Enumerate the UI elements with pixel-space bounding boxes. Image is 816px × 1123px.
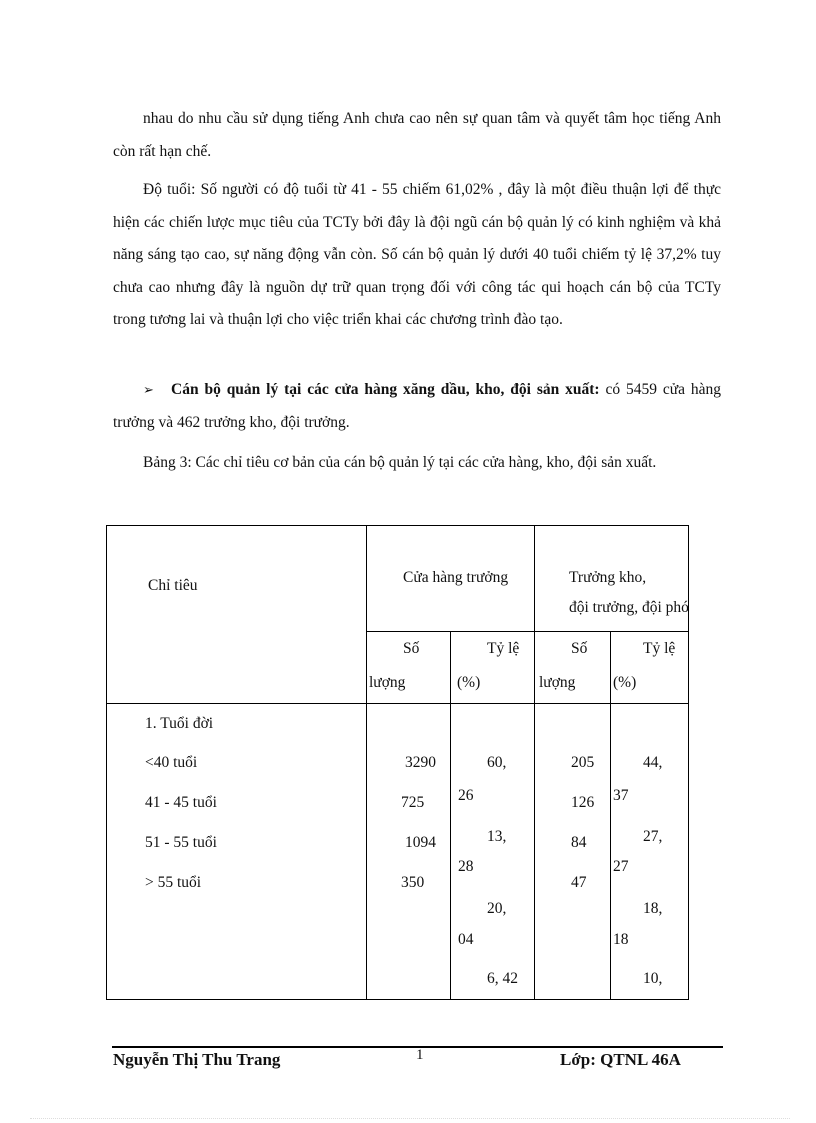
store-rate-fragment: 20, bbox=[487, 900, 507, 917]
warehouse-rate-fragment: 27 bbox=[613, 858, 629, 875]
warehouse-count: 47 bbox=[571, 874, 587, 891]
warehouse-rate-fragment: 37 bbox=[613, 787, 629, 804]
warehouse-count: 84 bbox=[571, 834, 587, 851]
warehouse-count: 205 bbox=[571, 754, 595, 771]
subheader-count-1b: lượng bbox=[369, 674, 406, 691]
row-label: 51 - 55 tuổi bbox=[145, 834, 217, 851]
page-number: 1 bbox=[416, 1047, 424, 1063]
paragraph-english-interest: nhau do nhu cầu sử dụng tiếng Anh chưa cao nên sự quan tâm và quyết tâm học tiếng Anh còn rất hạn chế. bbox=[113, 110, 721, 160]
header-warehouse-line2: đội trưởng, đội phó bbox=[569, 599, 689, 616]
store-count: 3290 bbox=[405, 754, 436, 771]
warehouse-rate-fragment: 27, bbox=[643, 828, 663, 845]
indicator-table bbox=[106, 525, 689, 1000]
subheader-rate-1: Tỷ lệ bbox=[487, 640, 520, 657]
header-warehouse-line1: Trưởng kho, bbox=[569, 569, 647, 586]
store-count: 350 bbox=[401, 874, 425, 891]
store-rate-fragment: 13, bbox=[487, 828, 507, 845]
footer-author: Nguyễn Thị Thu Trang bbox=[113, 1050, 281, 1069]
subheader-count-2: Số bbox=[571, 640, 588, 657]
header-store-managers: Cửa hàng trưởng bbox=[403, 569, 509, 586]
warehouse-rate-fragment: 10, bbox=[643, 970, 663, 987]
store-rate-fragment: 26 bbox=[458, 787, 474, 804]
row-label: > 55 tuổi bbox=[145, 874, 202, 891]
store-rate-fragment: 04 bbox=[458, 931, 474, 948]
paragraph-age: Độ tuổi: Số người có độ tuổi từ 41 - 55 chiếm 61,02% , đây là một điều thuận lợi để thực hiện các chiến lược mục tiêu của TCTy bởi đây là đội ngũ cán bộ quản lý có kinh nghiệm và khả năng sáng tạo cao, sự năng động vẫn còn. Số cán bộ quản lý dưới 40 tuổi chiếm tỷ lệ 37,2% tuy chưa cao nhưng đây là nguồn dự trữ quan trọng đối với công tác qui hoạch cán bộ của TCTy trong tương lai và thuận lợi cho việc triển khai các chương trình đào tạo. bbox=[113, 181, 721, 328]
paragraph-store-managers bbox=[113, 374, 721, 439]
subheader-rate-2b: (%) bbox=[613, 674, 637, 691]
arrow-bullet-icon: ➢ bbox=[143, 382, 154, 397]
subheader-count-1: Số bbox=[403, 640, 420, 657]
store-managers-heading: Cán bộ quản lý tại các cửa hàng xăng dầu, kho, đội sản xuất: bbox=[171, 381, 600, 398]
store-rate-fragment: 60, bbox=[487, 754, 507, 771]
header-indicator: Chỉ tiêu bbox=[148, 577, 198, 594]
row-label: 41 - 45 tuổi bbox=[145, 794, 217, 811]
warehouse-count: 126 bbox=[571, 794, 595, 811]
store-managers-text: có 5459 cửa hàng trưởng và 462 trưởng kho, đội trưởng. bbox=[113, 381, 721, 431]
subheader-rate-1b: (%) bbox=[457, 674, 481, 691]
store-rate-fragment: 28 bbox=[458, 858, 474, 875]
page-edge-divider bbox=[30, 1118, 790, 1119]
store-rate-fragment: 6, 42 bbox=[487, 970, 518, 987]
warehouse-rate-fragment: 18 bbox=[613, 931, 629, 948]
warehouse-rate-fragment: 44, bbox=[643, 754, 663, 771]
store-count: 1094 bbox=[405, 834, 436, 851]
table-caption: Bảng 3: Các chỉ tiêu cơ bản của cán bộ quản lý tại các cửa hàng, kho, đội sản xuất. bbox=[143, 454, 657, 471]
section-age: 1. Tuổi đời bbox=[145, 715, 214, 732]
store-count: 725 bbox=[401, 794, 425, 811]
warehouse-rate-fragment: 18, bbox=[643, 900, 663, 917]
subheader-count-2b: lượng bbox=[539, 674, 576, 691]
footer-class: Lớp: QTNL 46A bbox=[560, 1050, 681, 1069]
subheader-rate-2: Tỷ lệ bbox=[643, 640, 676, 657]
row-label: <40 tuổi bbox=[145, 754, 198, 771]
